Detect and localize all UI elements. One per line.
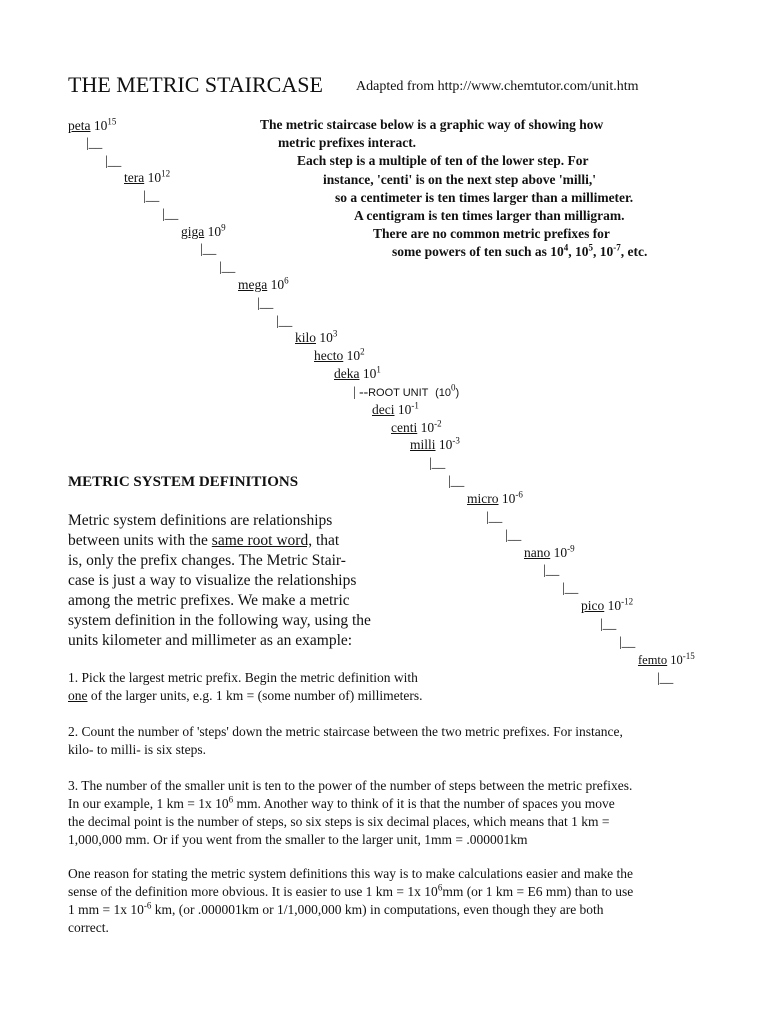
section-heading: METRIC SYSTEM DEFINITIONS [68, 474, 299, 490]
intro-line: The metric staircase below is a graphic way of showing how [260, 117, 604, 132]
step-filler: |__ [486, 509, 503, 524]
closing-paragraph: One reason for stating the metric system definitions this way is to make calculations easier and make the sense of the definition more obvious. It is easier to use 1 km = 1x $10^6mm$ (or 1 km = E6 mm) than to use 1 mm = 1x $10^{-6}$ km, (or .000001km or 1/1,000,000 km) in computations, even though they are both correct. [68, 866, 634, 935]
step-milli: milli $10^{-3}$ [410, 435, 460, 452]
intro-text [234, 116, 647, 262]
step-filler: |__ [219, 259, 236, 274]
step-femto: femto $10^{-15}$ [638, 650, 695, 667]
intro-line: There are no common metric prefixes for [373, 226, 610, 242]
step-filler: |__ [105, 153, 122, 168]
step-3-paragraph: 3. The number of the smaller unit is ten to the power of the number of steps between the metric prefixes. In our example, 1 km = 1x $10^6$ mm. Another way to think of it is that the number of spaces you move the decimal point is the number of steps, so six steps is six decimal places, which means that 1 km = 1,000,000 mm. Or if you went from the smaller to the larger unit, 1mm = .000001km [68, 778, 633, 847]
intro-line: Each step is a multiple of ten of the lower step. For [297, 153, 589, 169]
step-2-paragraph: 2. Count the number of 'steps' down the metric staircase between the two metric prefixes. For instance, kilo- to milli- is six steps. [68, 724, 623, 757]
step-micro: micro $10^{-6}$ [467, 489, 523, 506]
intro-line: so a centimeter is ten times larger than a millimeter. [335, 189, 634, 205]
step-nano: nano $10^{-9}$ [524, 543, 575, 560]
step-filler: |__ [543, 562, 560, 577]
step-filler: |__ [619, 634, 636, 649]
step-filler: |__ [657, 670, 674, 685]
page-title: THE METRIC STAIRCASE [68, 72, 323, 97]
step-centi: centi $10^{-2}$ [391, 418, 442, 435]
step-filler: |__ [505, 527, 522, 542]
step-filler: |__ [143, 188, 160, 203]
step-kilo: kilo $10^3$ [295, 328, 338, 345]
step-pico: pico $10^{-12}$ [581, 596, 634, 613]
step-root-unit: | --ROOT UNIT $(10^0)$ [353, 382, 460, 399]
intro-line: A centigram is ten times larger than milligram. [354, 208, 625, 224]
intro-line: instance, 'centi' is on the next step above 'milli,' [323, 171, 596, 187]
step-filler: |__ [429, 455, 446, 470]
step-filler: |__ [448, 473, 465, 488]
step-filler: |__ [200, 241, 217, 256]
step-filler: |__ [600, 616, 617, 631]
step-filler: |__ [257, 295, 274, 310]
step-filler: |__ [276, 313, 293, 328]
step-filler: |__ [86, 135, 103, 150]
step-peta: peta $10^{15}$ [68, 116, 117, 133]
source-note: Adapted from http://www.chemtutor.com/unit.htm [356, 79, 639, 94]
step-hecto: hecto $10^2$ [314, 346, 365, 363]
intro-line: some powers of ten such as $10^4$, $10^5$, $10^{-7}$, etc. [392, 242, 648, 260]
step-mega: mega $10^6$ [238, 275, 289, 292]
step-deka: deka $10^1$ [334, 364, 381, 381]
prefix-name: peta [68, 118, 91, 133]
definitions-paragraph: Metric system definitions are relationships between units with the same root word, that is, only the prefix changes. The Metric Stair- case is just a way to visualize the relationships among the metric prefixes. We make a metric system definition in the following way, using the units kilometer and millimeter as an example: [68, 512, 371, 649]
intro-line: metric prefixes interact. [278, 135, 417, 151]
step-filler: |__ [562, 580, 579, 595]
step-1-paragraph: 1. Pick the largest metric prefix. Begin the metric definition with one of the larger units, e.g. 1 km = (some number of) millimeters. [68, 670, 423, 703]
step-tera: tera $10^{12}$ [124, 168, 171, 185]
step-filler: |__ [162, 206, 179, 221]
step-deci: deci $10^{-1}$ [372, 400, 419, 417]
step-giga: giga $10^9$ [181, 222, 226, 239]
